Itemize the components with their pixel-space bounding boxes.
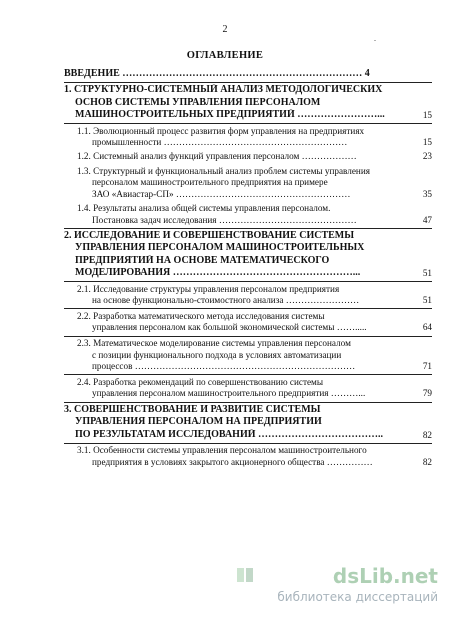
divider bbox=[64, 123, 432, 124]
toc-page-number: 35 bbox=[422, 188, 432, 199]
divider bbox=[64, 374, 432, 375]
toc-entry[interactable] bbox=[64, 203, 436, 226]
watermark-logo: dsLib.net bbox=[332, 564, 438, 588]
toc-entry[interactable] bbox=[64, 166, 436, 201]
toc-entry-line: ВВЕДЕНИЕ ……………………………………………………………… 4 bbox=[64, 68, 370, 79]
toc-entry-line: 1.4. Результаты анализа общей системы управления персоналом. bbox=[77, 202, 331, 213]
toc-entry[interactable] bbox=[64, 230, 436, 280]
toc-entry-line: управления персоналом машиностроительного предприятия ………... bbox=[92, 388, 366, 399]
watermark-subtitle: библиотека диссертаций bbox=[277, 590, 438, 604]
toc-page-number: 82 bbox=[422, 429, 432, 440]
toc-page-number: 15 bbox=[422, 137, 432, 148]
toc-entry[interactable] bbox=[64, 284, 436, 307]
divider bbox=[64, 281, 432, 282]
table-of-contents bbox=[64, 68, 436, 471]
toc-entry-line: ПРЕДПРИЯТИЙ НА ОСНОВЕ МАТЕМАТИЧЕСКОГО bbox=[75, 254, 330, 266]
toc-entry[interactable] bbox=[64, 445, 436, 468]
toc-entry-line: процессов ……………………………………………………………… bbox=[92, 361, 356, 372]
toc-entry[interactable] bbox=[64, 126, 436, 149]
toc-entry-line: ОСНОВ СИСТЕМЫ УПРАВЛЕНИЯ ПЕРСОНАЛОМ bbox=[75, 96, 321, 108]
toc-page-number: 64 bbox=[422, 322, 432, 333]
toc-entry-line: 2.4. Разработка рекомендаций по совершенствованию системы bbox=[77, 376, 324, 387]
toc-entry-line: 2. ИССЛЕДОВАНИЕ И СОВЕРШЕНСТВОВАНИЕ СИСТЕМЫ bbox=[64, 230, 355, 242]
toc-entry-line: 3. СОВЕРШЕНСТВОВАНИЕ И РАЗВИТИЕ СИСТЕМЫ bbox=[64, 404, 321, 415]
divider bbox=[64, 308, 432, 309]
toc-entry-line: предприятия в условиях закрытого акционерного общества …………… bbox=[92, 456, 373, 467]
toc-page-number: 71 bbox=[422, 361, 432, 372]
toc-entry[interactable] bbox=[64, 151, 436, 163]
divider bbox=[64, 82, 432, 83]
toc-entry-line: ПО РЕЗУЛЬТАТАМ ИССЛЕДОВАНИЙ ……………………………….. bbox=[75, 428, 384, 440]
toc-page-number: 79 bbox=[422, 388, 432, 399]
divider bbox=[64, 336, 432, 337]
watermark bbox=[228, 564, 438, 608]
toc-page-number: 51 bbox=[422, 268, 432, 279]
toc-entry-line: 2.1. Исследование структуры управления персоналом предприятия bbox=[77, 283, 340, 294]
toc-entry-line: на основе функционально-стоимостного анализа …………………… bbox=[92, 295, 360, 306]
divider bbox=[64, 228, 432, 229]
toc-entry-line: УПРАВЛЕНИЯ ПЕРСОНАЛОМ МАШИНОСТРОИТЕЛЬНЫХ bbox=[75, 242, 365, 254]
toc-entry-line: управления персоналом как большой экономической системы ……..... bbox=[92, 322, 367, 333]
toc-entry-line: УПРАВЛЕНИЯ ПЕРСОНАЛОМ НА ПРЕДПРИЯТИИ bbox=[75, 416, 322, 428]
toc-title: ОГЛАВЛЕНИЕ bbox=[186, 50, 264, 61]
toc-entry-line: промышленности …………………………………………………… bbox=[92, 137, 348, 148]
toc-entry-line: персоналом машиностроительного предприятия на примере bbox=[92, 177, 328, 188]
toc-page-number: 23 bbox=[422, 151, 432, 162]
toc-entry-line: с позиции функционального подхода в условиях автоматизации bbox=[92, 349, 342, 360]
toc-entry[interactable] bbox=[64, 68, 436, 80]
toc-entry[interactable] bbox=[64, 338, 436, 373]
toc-entry-line: 2.2. Разработка математического метода исследования системы bbox=[77, 310, 325, 321]
toc-entry-line: МОДЕЛИРОВАНИЯ ………………………………………………... bbox=[75, 267, 361, 279]
toc-entry-line: Постановка задач исследования ……………………………………… bbox=[92, 214, 357, 225]
toc-page-number: 82 bbox=[422, 456, 432, 467]
divider bbox=[64, 443, 432, 444]
page-number: 2 bbox=[222, 24, 228, 35]
toc-entry-line: МАШИНОСТРОИТЕЛЬНЫХ ПРЕДПРИЯТИЙ ……………………... bbox=[75, 109, 385, 121]
toc-entry[interactable] bbox=[64, 311, 436, 334]
toc-entry-line: 1.2. Системный анализ функций управления персоналом ……………… bbox=[77, 151, 357, 162]
toc-entry[interactable] bbox=[64, 404, 436, 441]
toc-entry-line: 1.1. Эволюционный процесс развития форм управления на предприятиях bbox=[77, 125, 365, 136]
page-mark: . bbox=[374, 34, 376, 43]
divider bbox=[64, 402, 432, 403]
toc-page-number: 15 bbox=[422, 110, 432, 121]
toc-entry[interactable] bbox=[64, 84, 436, 121]
toc-page-number: 51 bbox=[422, 295, 432, 306]
toc-entry-line: ЗАО «Авиастар-СП» ………………………………………………… bbox=[92, 188, 351, 199]
spacer bbox=[64, 468, 436, 471]
toc-entry-line: 3.1. Особенности системы управления персоналом машиностроительного bbox=[77, 445, 367, 456]
toc-entry[interactable] bbox=[64, 377, 436, 400]
toc-page-number: 47 bbox=[422, 214, 432, 225]
toc-entry-line: 1.3. Структурный и функциональный анализ проблем системы управления bbox=[77, 165, 370, 176]
toc-entry-line: 2.3. Математическое моделирование системы управления персоналом bbox=[77, 338, 351, 349]
toc-entry-line: 1. СТРУКТУРНО-СИСТЕМНЫЙ АНАЛИЗ МЕТОДОЛОГИЧЕСКИХ bbox=[64, 84, 383, 96]
